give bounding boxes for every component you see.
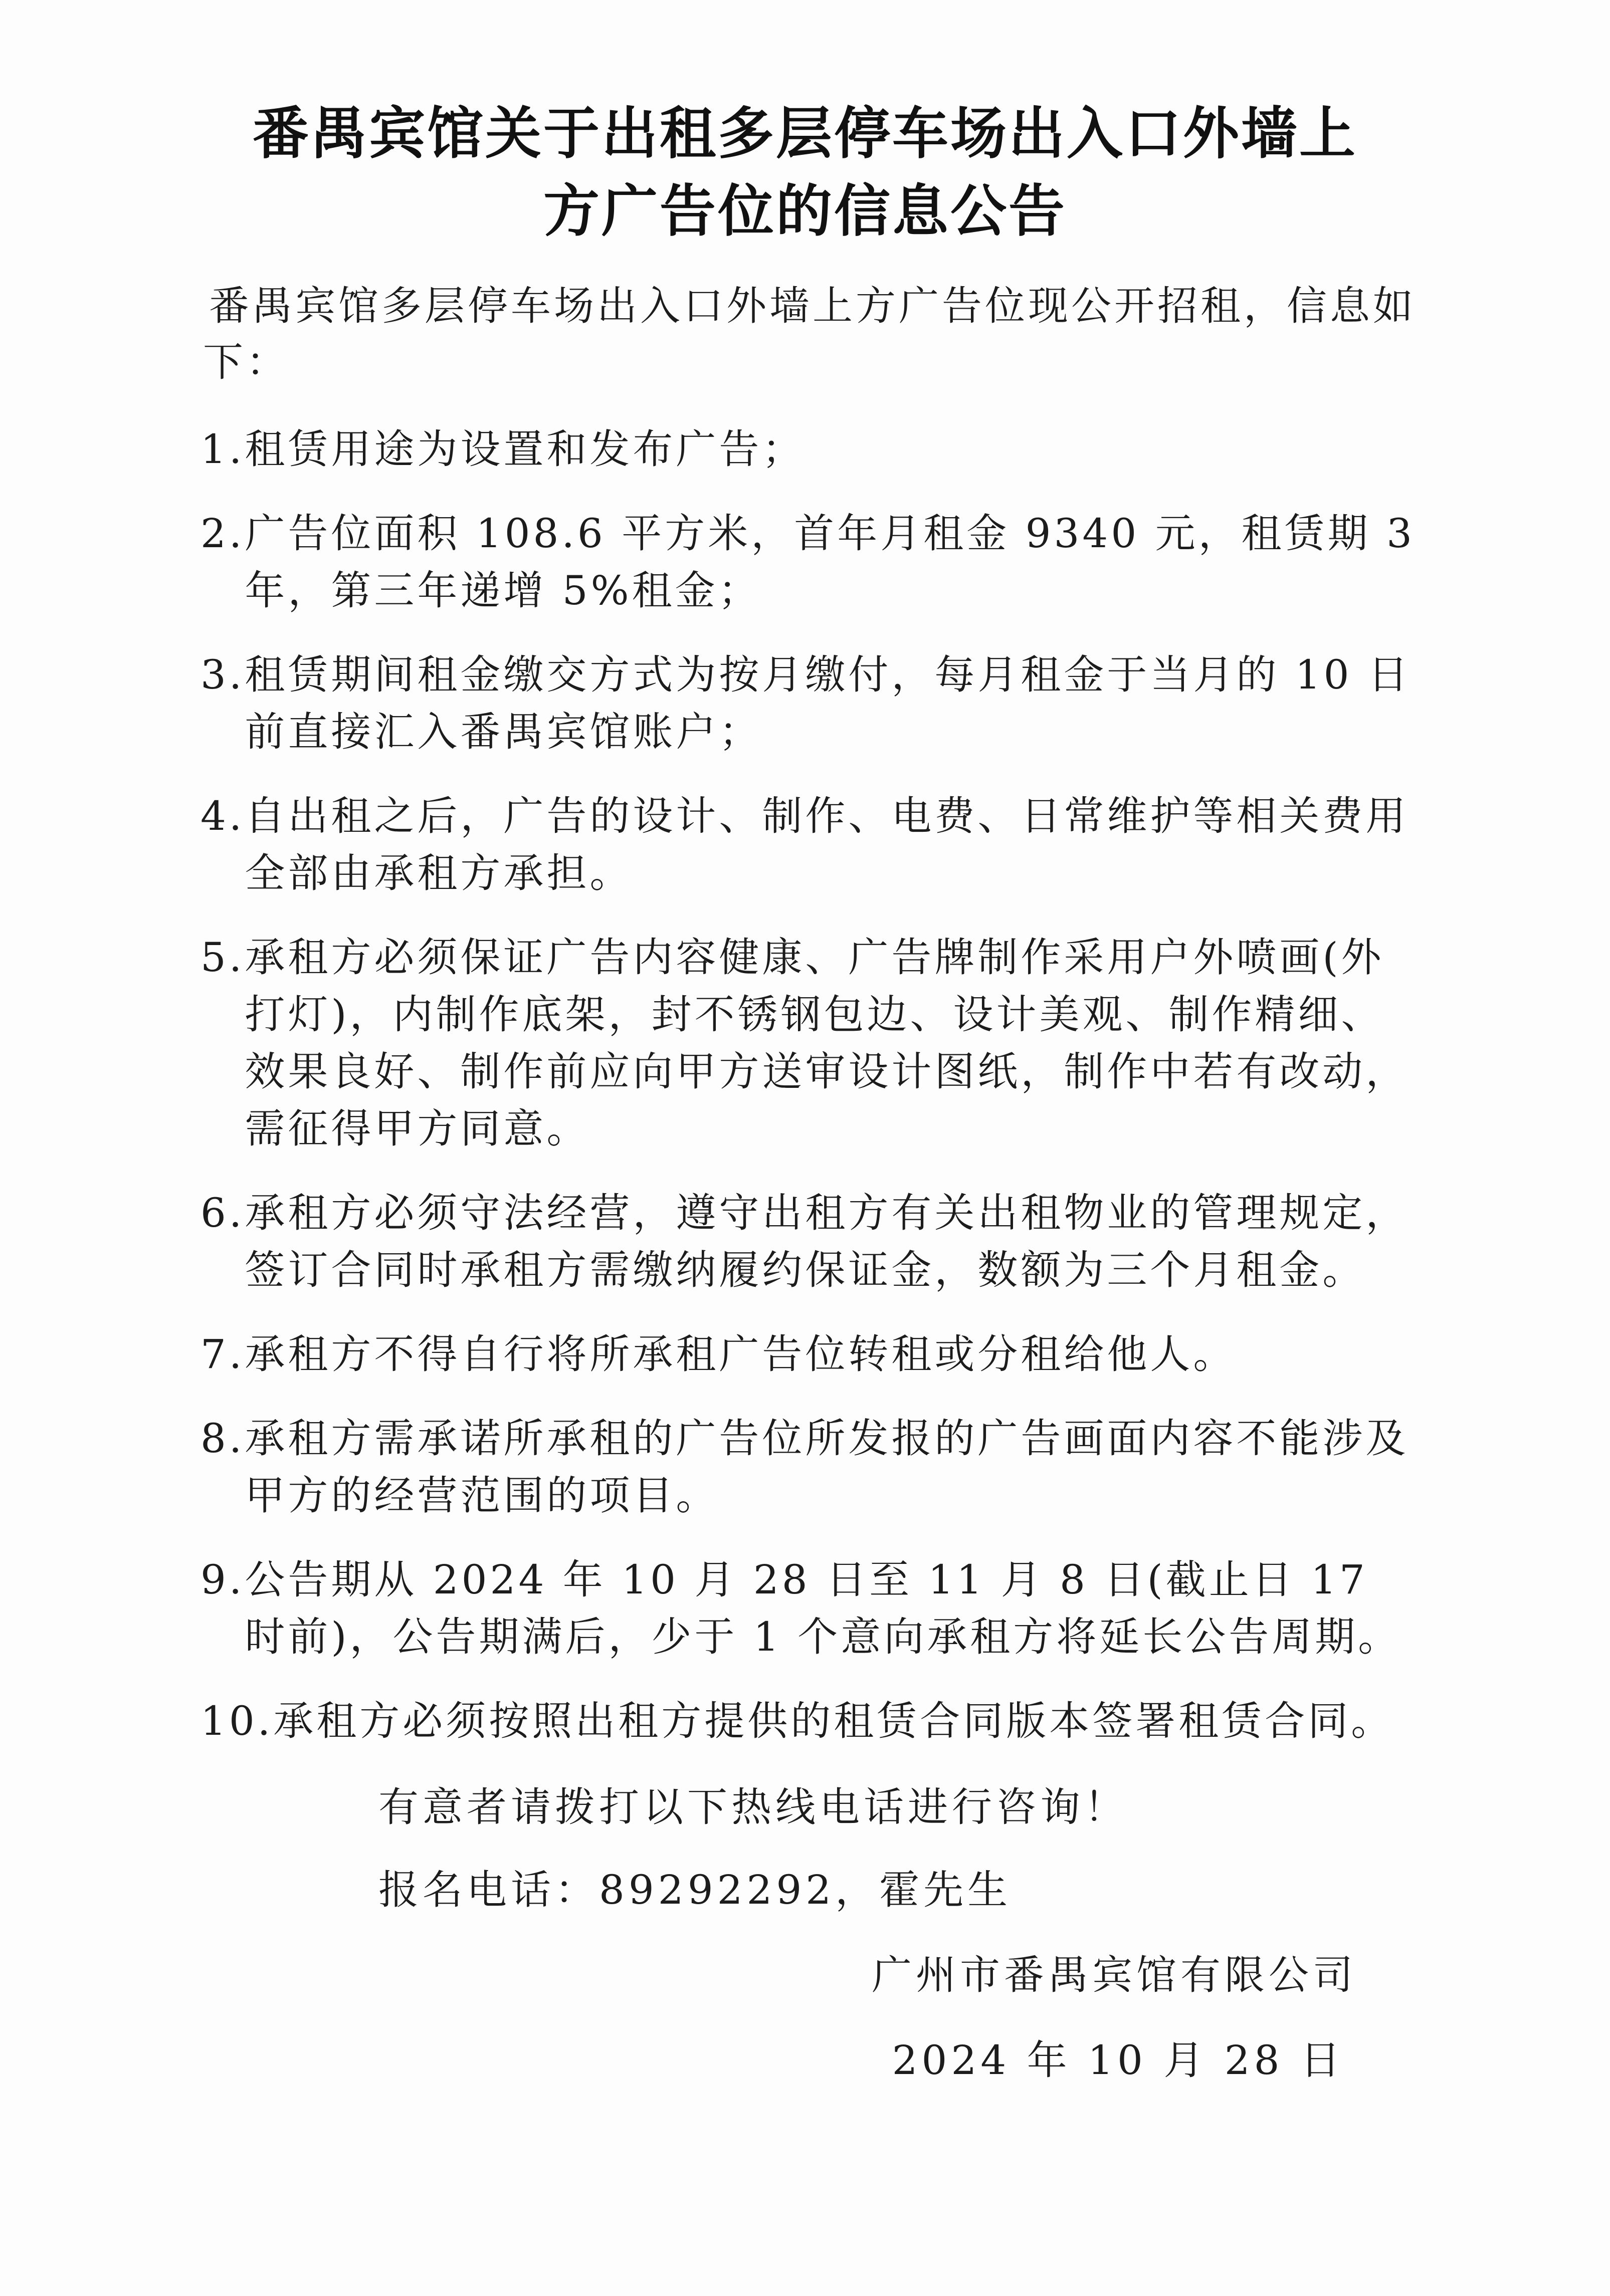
list-item-number: 4. [200, 793, 245, 839]
intro-paragraph: 番禺宾馆多层停车场出入口外墙上方广告位现公开招租，信息如下： [203, 283, 1416, 385]
list-item-text: 公告期从 2024 年 10 月 28 日至 11 月 8 日(截止日 17 时前)，公告期满后，少于 1 个意向承租方将延长公告周期。 [245, 1556, 1401, 1660]
list-item-text: 承租方需承诺所承租的广告位所发报的广告画面内容不能涉及甲方的经营范围的项目。 [245, 1415, 1409, 1519]
list-item-number: 8. [200, 1415, 245, 1462]
contact-phone-line: 报名电话：89292292，霍先生 [378, 1867, 1012, 1913]
list-item [200, 1185, 1424, 1299]
list-item-text: 自出租之后，广告的设计、制作、电费、日常维护等相关费用全部由承租方承担。 [245, 793, 1409, 896]
list-item [200, 505, 1424, 619]
list-item [200, 1693, 1424, 1750]
list-item-text: 承租方不得自行将所承租广告位转租或分租给他人。 [245, 1331, 1237, 1377]
title-line-2: 方广告位的信息公告 [543, 179, 1067, 244]
list-item [200, 1410, 1424, 1524]
list-item [200, 929, 1424, 1158]
list-item-number: 5. [200, 934, 245, 981]
list-item-text: 承租方必须保证广告内容健康、广告牌制作采用户外喷画(外打灯)，内制作底架，封不锈钢包边、设计美观、制作精细、效果良好、制作前应向甲方送审设计图纸，制作中若有改动，需征得甲方同意。 [245, 934, 1409, 1152]
list-item-text: 广告位面积 108.6 平方米，首年月租金 9340 元，租赁期 3 年，第三年递增 5%租金； [245, 510, 1415, 614]
list-item-number: 7. [200, 1331, 245, 1377]
issuer-company: 广州市番禺宾馆有限公司 [872, 1952, 1357, 1998]
title-line-1: 番禺宾馆关于出租多层停车场出入口外墙上 [253, 101, 1357, 166]
list-item-number: 2. [200, 510, 245, 557]
issue-date: 2024 年 10 月 28 日 [892, 2037, 1344, 2084]
list-item-number: 6. [200, 1190, 245, 1236]
list-item [200, 1326, 1424, 1383]
list-item-text: 租赁期间租金缴交方式为按月缴付，每月租金于当月的 10 日前直接汇入番禺宾馆账户； [245, 651, 1411, 755]
list-item [200, 1551, 1424, 1666]
contact-prompt: 有意者请拨打以下热线电话进行咨询！ [378, 1784, 1128, 1830]
list-item-text: 租赁用途为设置和发布广告； [245, 426, 806, 473]
list-item-number: 3. [200, 651, 245, 698]
list-item-number: 1. [200, 426, 245, 473]
list-item-number: 10. [200, 1698, 274, 1744]
list-item [200, 788, 1424, 902]
list-item-number: 9. [200, 1556, 245, 1603]
list-item [200, 421, 1424, 478]
terms-list [200, 421, 1424, 1777]
list-item-text: 承租方必须按照出租方提供的租赁合同版本签署租赁合同。 [273, 1698, 1394, 1744]
page-title [150, 95, 1460, 251]
list-item [200, 646, 1424, 761]
list-item-text: 承租方必须守法经营，遵守出租方有关出租物业的管理规定，签订合同时承租方需缴纳履约保证金，数额为三个月租金。 [245, 1190, 1409, 1293]
